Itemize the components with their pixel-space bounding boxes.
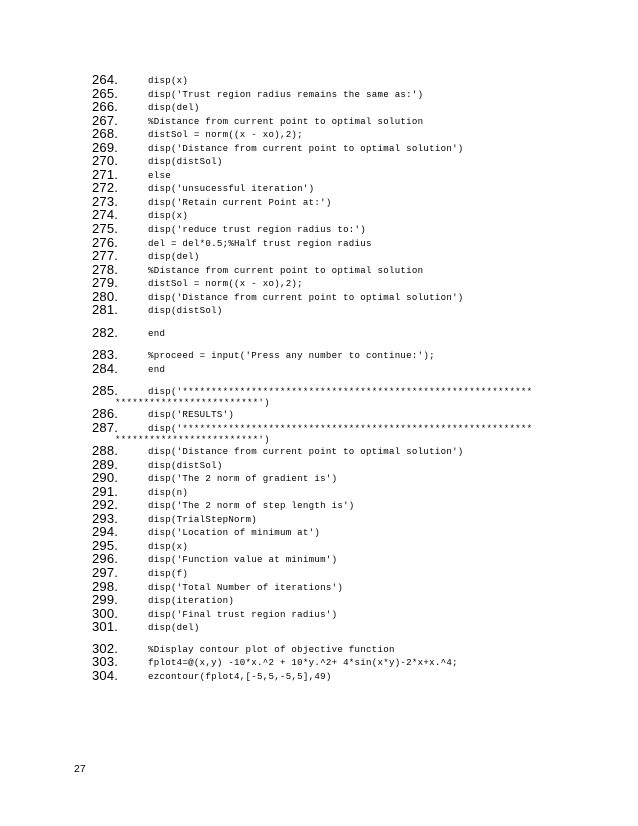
- code-text: disp('The 2 norm of gradient is'): [148, 473, 338, 485]
- code-line: [0, 114, 638, 128]
- code-line: [0, 87, 638, 101]
- code-text: %Distance from current point to optimal solution: [148, 264, 424, 276]
- line-number: 266.: [92, 99, 119, 115]
- code-text: disp(iteration): [148, 595, 235, 607]
- code-line: [0, 181, 638, 195]
- code-line: [0, 222, 638, 236]
- line-number: 294.: [92, 524, 119, 540]
- code-line: [0, 525, 638, 539]
- line-number: 290.: [92, 470, 119, 486]
- code-text: distSol = norm((x - xo),2);: [148, 278, 303, 290]
- code-text: disp('reduce trust region radius to:'): [148, 224, 367, 236]
- line-number: 302.: [92, 640, 119, 656]
- code-line: [0, 512, 638, 526]
- line-number: 295.: [92, 537, 119, 553]
- line-number: 297.: [92, 564, 119, 580]
- code-text: %Distance from current point to optimal solution: [148, 115, 424, 127]
- line-number: 285.: [92, 383, 119, 399]
- line-number: 304.: [92, 667, 119, 683]
- line-number: 265.: [92, 85, 119, 101]
- code-line: [0, 498, 638, 512]
- code-line: [0, 348, 638, 362]
- code-line: [0, 141, 638, 155]
- line-number: 270.: [92, 153, 119, 169]
- code-line: [0, 539, 638, 553]
- code-line: [0, 326, 638, 340]
- code-line: [0, 620, 638, 634]
- code-line: [0, 669, 638, 683]
- line-number: 276.: [92, 234, 119, 250]
- page-number: 27: [74, 763, 86, 775]
- code-text: disp('Total Number of iterations'): [148, 581, 344, 593]
- line-number: 280.: [92, 288, 119, 304]
- line-number: 281.: [92, 302, 119, 318]
- code-text: %Display contour plot of objective function: [148, 643, 395, 655]
- line-number: 267.: [92, 112, 119, 128]
- line-number: 282.: [92, 324, 119, 340]
- code-line: [0, 362, 638, 376]
- code-text: disp(TrialStepNorm): [148, 513, 258, 525]
- code-line: [0, 485, 638, 499]
- line-number: 292.: [92, 497, 119, 513]
- code-text: disp('Retain current Point at:'): [148, 196, 332, 208]
- code-text: disp(del): [148, 102, 200, 114]
- code-text: fplot4=@(x,y) -10*x.^2 + 10*y.^2+ 4*sin(x*y)-2*x+x.^4;: [148, 657, 458, 669]
- code-line: [0, 127, 638, 141]
- line-number: 284.: [92, 360, 119, 376]
- code-text: disp(x): [148, 75, 189, 86]
- line-number: 273.: [92, 193, 119, 209]
- code-text: disp('Distance from current point to optimal solution'): [148, 446, 464, 458]
- code-text: disp('The 2 norm of step length is'): [148, 500, 355, 512]
- code-line: [0, 263, 638, 277]
- line-number: 268.: [92, 126, 119, 142]
- code-line: [0, 276, 638, 290]
- code-line: [0, 566, 638, 580]
- code-text: disp('RESULTS'): [148, 409, 235, 421]
- code-text: else: [148, 169, 171, 181]
- code-listing: [0, 73, 638, 682]
- line-number: 301.: [92, 619, 119, 635]
- code-text-continuation: *************************'): [115, 434, 270, 446]
- code-line: [0, 208, 638, 222]
- line-number: 275.: [92, 221, 119, 237]
- code-line: [0, 421, 638, 444]
- code-line: [0, 607, 638, 621]
- line-number: 299.: [92, 592, 119, 608]
- code-text: disp(x): [148, 210, 189, 222]
- code-text: %proceed = input('Press any number to continue:');: [148, 350, 435, 362]
- code-text: end: [148, 363, 166, 375]
- code-text: disp('Function value at minimum'): [148, 554, 338, 566]
- code-line: [0, 655, 638, 669]
- code-line: [0, 195, 638, 209]
- line-number: 264.: [92, 72, 119, 87]
- code-text: disp('unsucessful iteration'): [148, 183, 315, 195]
- code-line: [0, 73, 638, 87]
- code-line: [0, 458, 638, 472]
- code-line: [0, 407, 638, 421]
- code-text: disp('Distance from current point to optimal solution'): [148, 142, 464, 154]
- code-text: distSol = norm((x - xo),2);: [148, 129, 303, 141]
- code-text: disp(distSol): [148, 156, 223, 168]
- code-line: [0, 593, 638, 607]
- line-number: 272.: [92, 180, 119, 196]
- line-number: 296.: [92, 551, 119, 567]
- code-line: [0, 290, 638, 304]
- line-number: 293.: [92, 510, 119, 526]
- code-line: [0, 642, 638, 656]
- line-number: 300.: [92, 605, 119, 621]
- line-number: 291.: [92, 483, 119, 499]
- code-text: disp('Distance from current point to optimal solution'): [148, 291, 464, 303]
- code-text: disp(distSol): [148, 459, 223, 471]
- code-text: disp('*************************************************************: [148, 423, 533, 435]
- code-text: disp(n): [148, 486, 189, 498]
- code-text: disp('Final trust region radius'): [148, 608, 338, 620]
- line-number: 274.: [92, 207, 119, 223]
- code-text: disp('Trust region radius remains the same as:'): [148, 88, 424, 100]
- line-number: 298.: [92, 578, 119, 594]
- line-number: 278.: [92, 261, 119, 277]
- code-line: [0, 384, 638, 407]
- line-number: 303.: [92, 654, 119, 670]
- code-text: ezcontour(fplot4,[-5,5,-5,5],49): [148, 670, 332, 682]
- code-text: end: [148, 327, 166, 339]
- line-number: 288.: [92, 443, 119, 459]
- line-number: 279.: [92, 275, 119, 291]
- line-number: 289.: [92, 456, 119, 472]
- code-text: disp(f): [148, 567, 189, 579]
- code-line: [0, 444, 638, 458]
- code-text: del = del*0.5;%Half trust region radius: [148, 237, 372, 249]
- code-text: disp('*************************************************************: [148, 386, 533, 398]
- code-line: [0, 580, 638, 594]
- line-number: 287.: [92, 420, 119, 436]
- code-text: disp('Location of minimum at'): [148, 527, 321, 539]
- code-line: [0, 236, 638, 250]
- code-text: disp(del): [148, 251, 200, 263]
- code-text: disp(x): [148, 540, 189, 552]
- code-line: [0, 154, 638, 168]
- code-text: disp(distSol): [148, 305, 223, 317]
- code-line: [0, 471, 638, 485]
- code-line: [0, 552, 638, 566]
- line-number: 277.: [92, 248, 119, 264]
- line-number: 271.: [92, 166, 119, 182]
- code-text-continuation: *************************'): [115, 397, 270, 409]
- line-number: 283.: [92, 347, 119, 363]
- line-number: 269.: [92, 139, 119, 155]
- code-line: [0, 303, 638, 317]
- code-line: [0, 249, 638, 263]
- line-number: 286.: [92, 406, 119, 422]
- code-line: [0, 100, 638, 114]
- code-text: disp(del): [148, 622, 200, 634]
- code-line: [0, 168, 638, 182]
